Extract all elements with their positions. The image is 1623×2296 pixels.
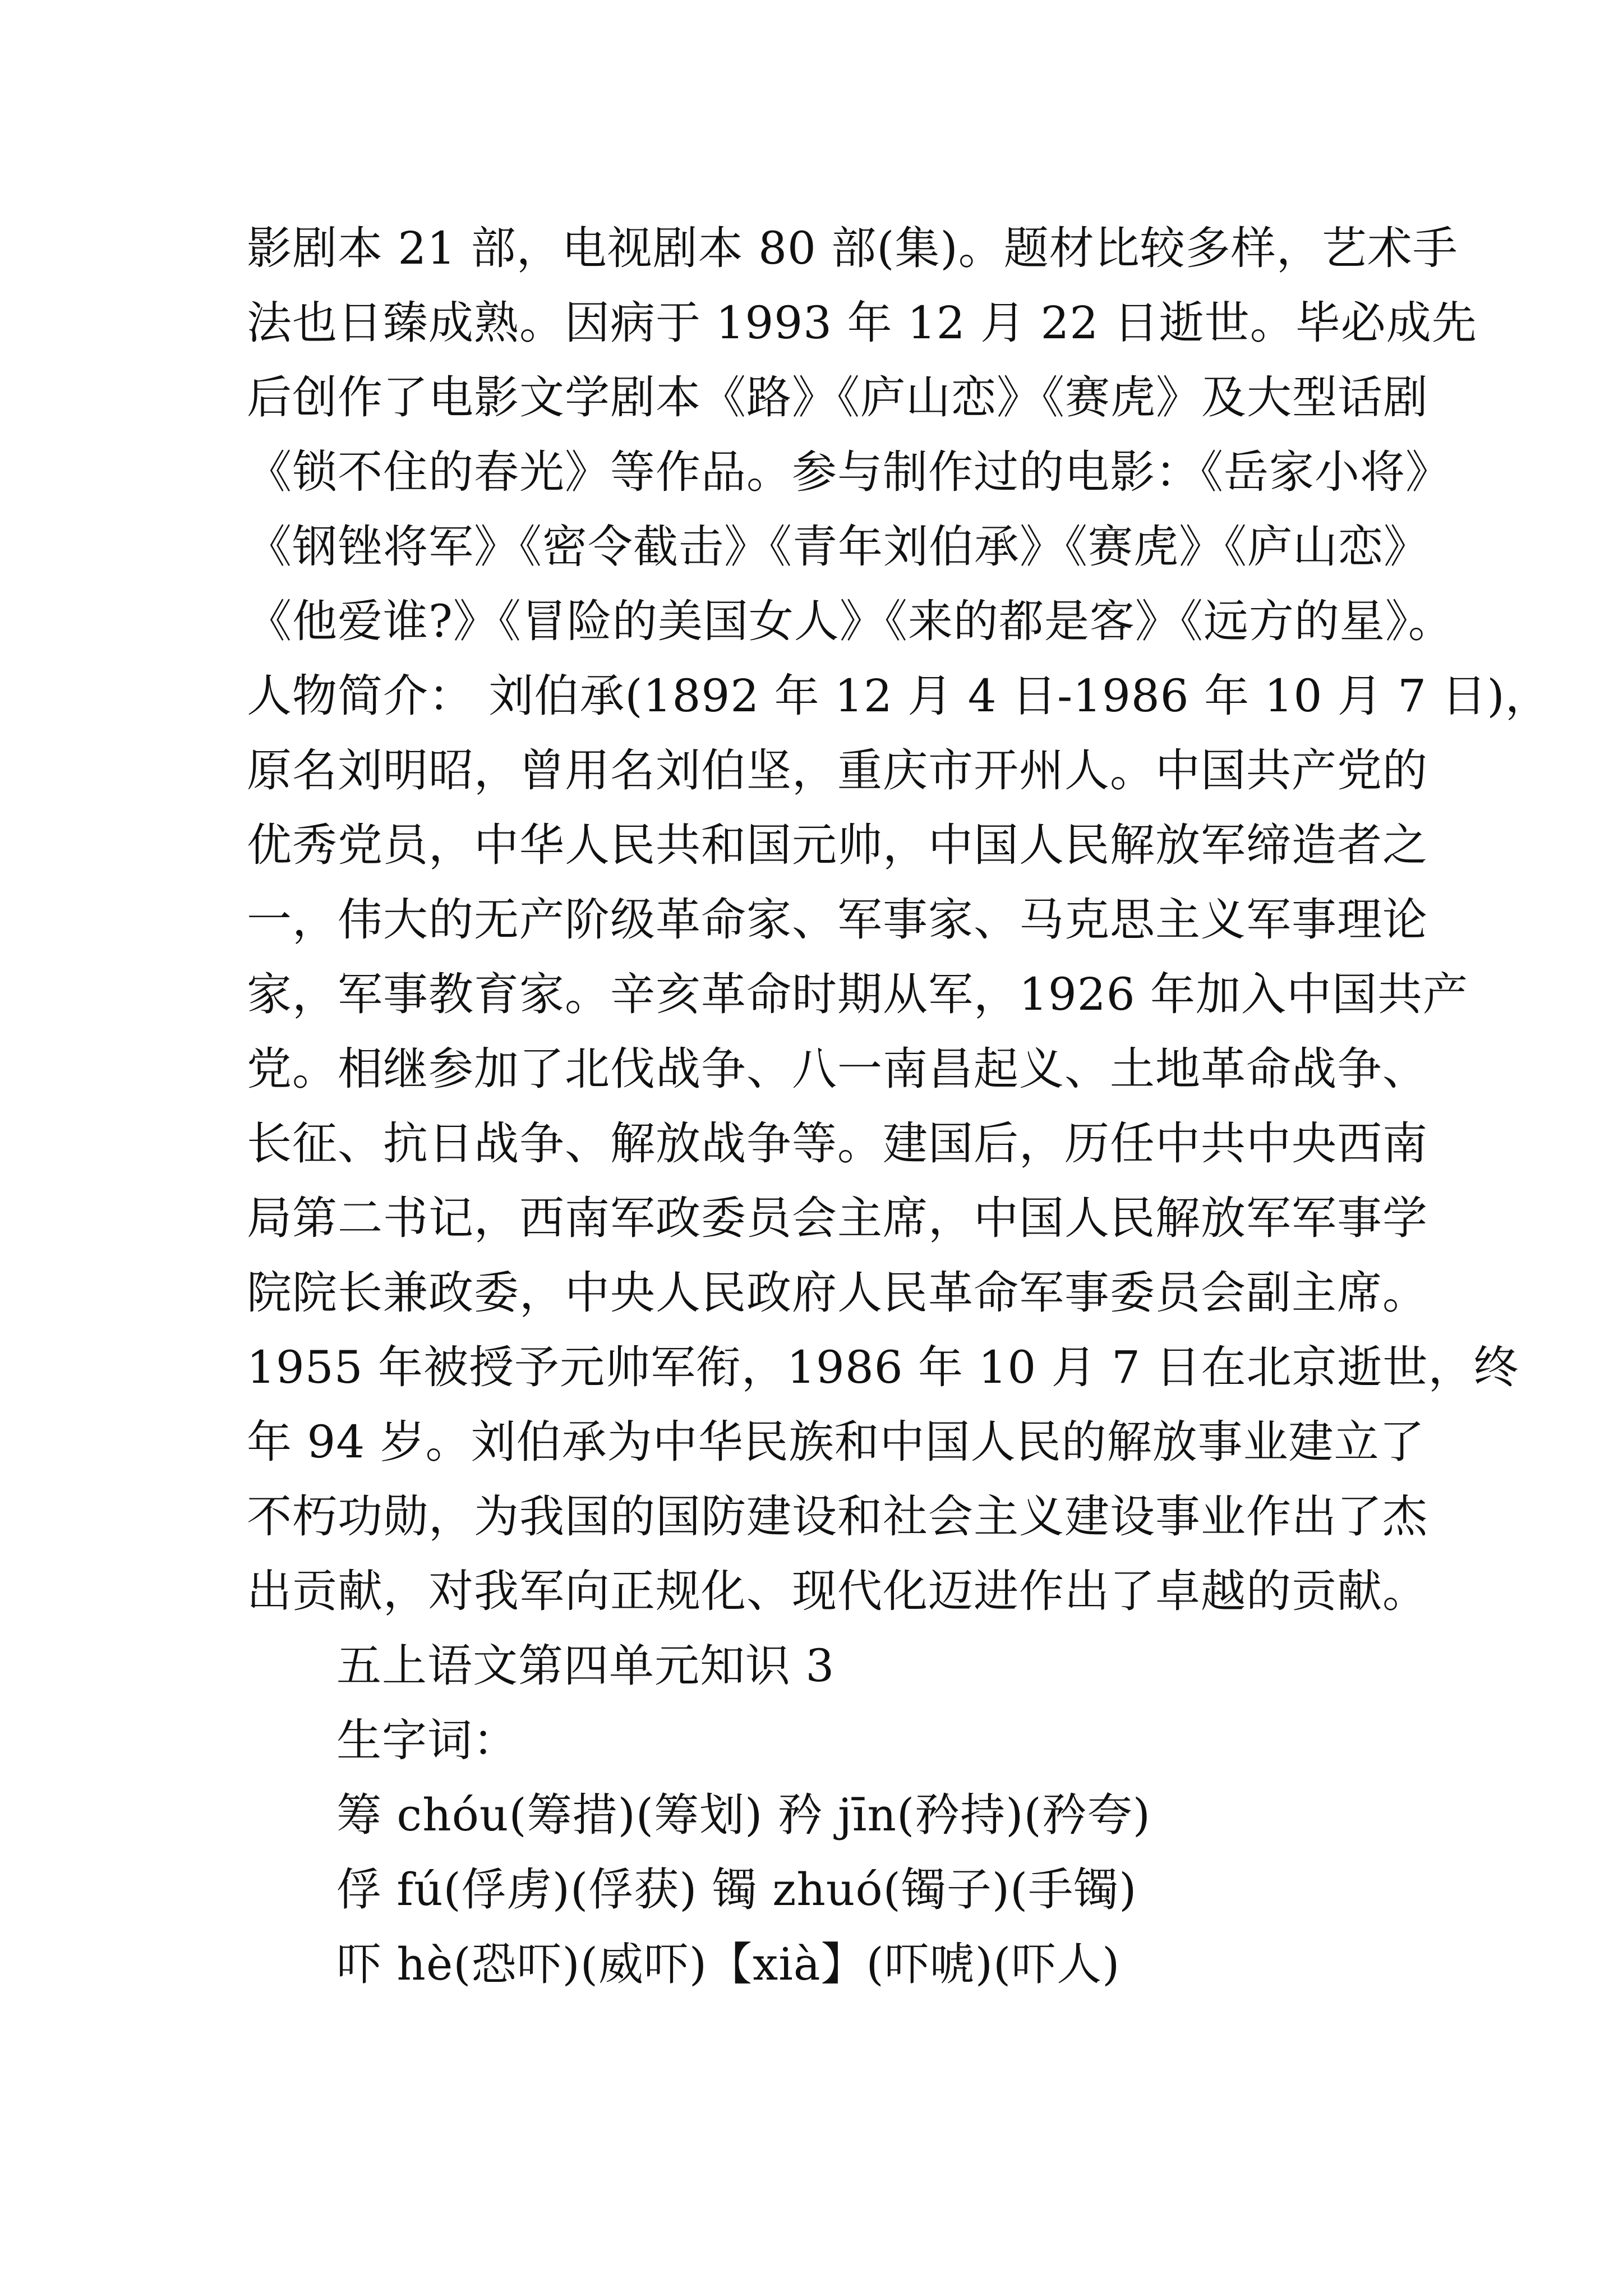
paragraph-line: 年 94 岁。刘伯承为中华民族和中国人民的解放事业建立了 bbox=[247, 1416, 1425, 1468]
paragraph-line: 原名刘明昭，曾用名刘伯坚，重庆市开州人。中国共产党的 bbox=[247, 744, 1428, 797]
paragraph-line: 优秀党员，中华人民共和国元帅，中国人民解放军缔造者之 bbox=[247, 819, 1428, 871]
paragraph-line: 法也日臻成熟。因病于 1993 年 12 月 22 日逝世。毕必成先 bbox=[247, 297, 1477, 349]
document-body bbox=[247, 211, 1551, 2001]
paragraph-line: 不朽功勋，为我国的国防建设和社会主义建设事业作出了杰 bbox=[247, 1490, 1428, 1543]
paragraph-line: 《锁不住的春光》等作品。参与制作过的电影：《岳家小将》 bbox=[247, 446, 1451, 498]
paragraph-line: 人物简介： 刘伯承(1892 年 12 月 4 日-1986 年 10 月 7 日)， bbox=[247, 670, 1551, 722]
vocab-line: 吓 hè(恐吓)(威吓)【xià】(吓唬)(吓人) bbox=[336, 1938, 1121, 1990]
paragraph-line: 1955 年被授予元帅军衔，1986 年 10 月 7 日在北京逝世，终 bbox=[247, 1341, 1519, 1393]
paragraph-line: 《他爱谁?》《冒险的美国女人》《来的都是客》《远方的星》。 bbox=[247, 595, 1454, 647]
paragraph-line: 《钢锉将军》《密令截击》《青年刘伯承》《赛虎》《庐山恋》 bbox=[247, 521, 1429, 573]
paragraph-line: 家，军事教育家。辛亥革命时期从军，1926 年加入中国共产 bbox=[247, 968, 1469, 1020]
paragraph-line: 长征、抗日战争、解放战争等。建国后，历任中共中央西南 bbox=[247, 1117, 1428, 1170]
paragraph-line: 院院长兼政委，中央人民政府人民革命军事委员会副主席。 bbox=[247, 1267, 1428, 1319]
section-title: 五上语文第四单元知识 3 bbox=[336, 1640, 835, 1692]
subheading: 生字词： bbox=[336, 1714, 518, 1766]
paragraph-line: 党。相继参加了北伐战争、八一南昌起义、土地革命战争、 bbox=[247, 1043, 1428, 1095]
paragraph-line: 出贡献，对我军向正规化、现代化迈进作出了卓越的贡献。 bbox=[247, 1565, 1428, 1617]
paragraph-line: 局第二书记，西南军政委员会主席，中国人民解放军军事学 bbox=[247, 1192, 1428, 1244]
vocab-line: 俘 fú(俘虏)(俘获) 镯 zhuó(镯子)(手镯) bbox=[336, 1864, 1137, 1916]
paragraph-line: 影剧本 21 部，电视剧本 80 部(集)。题材比较多样，艺术手 bbox=[247, 222, 1458, 274]
paragraph-line: 一，伟大的无产阶级革命家、军事家、马克思主义军事理论 bbox=[247, 894, 1428, 946]
paragraph-line: 后创作了电影文学剧本《路》《庐山恋》《赛虎》及大型话剧 bbox=[247, 371, 1428, 424]
vocab-line: 筹 chóu(筹措)(筹划) 矜 jīn(矜持)(矜夸) bbox=[336, 1789, 1151, 1841]
